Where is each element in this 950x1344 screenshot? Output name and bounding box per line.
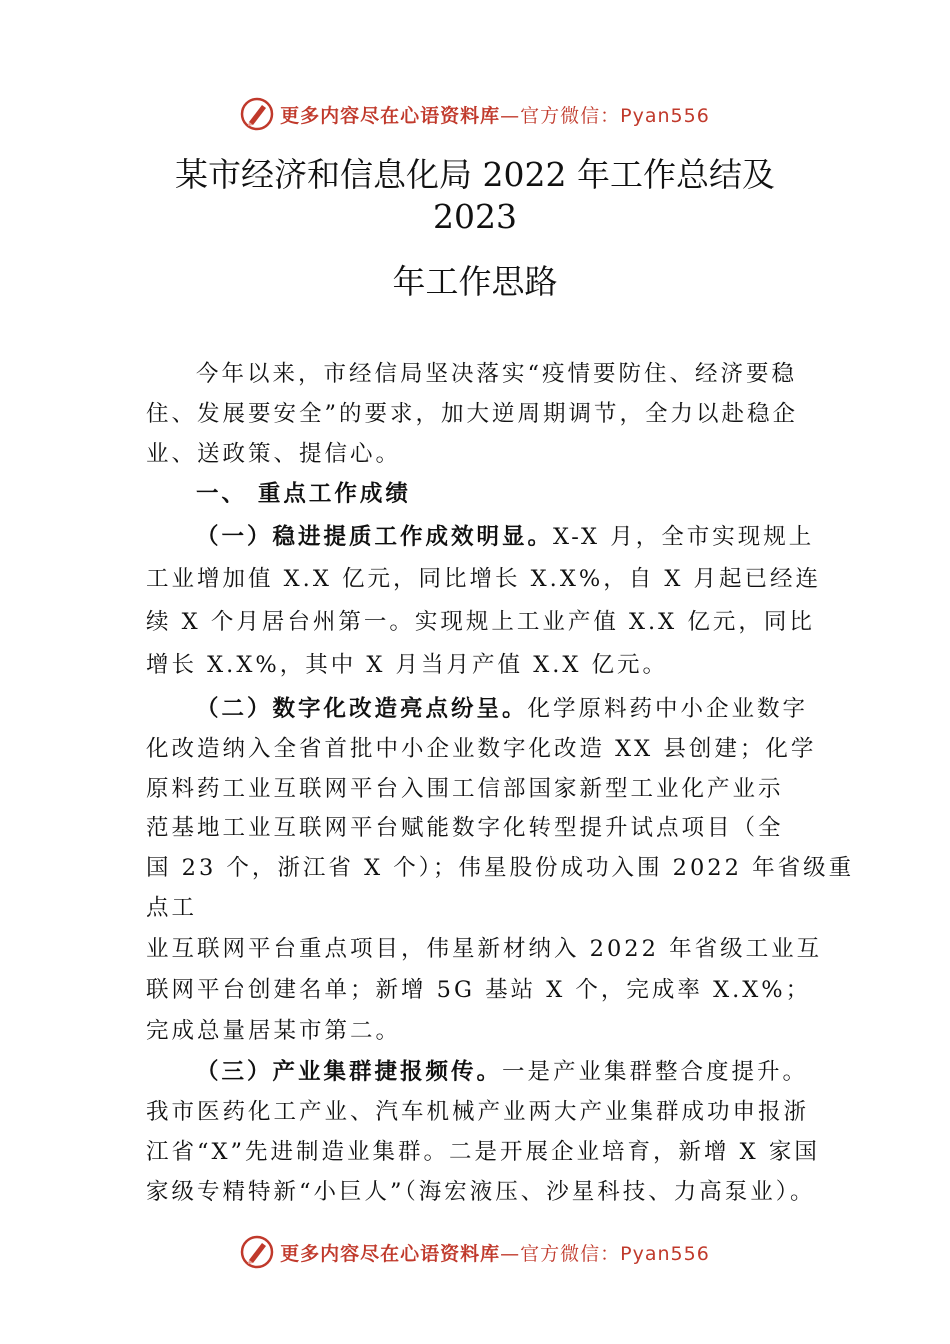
- page-title-line3: 年工作思路: [392, 262, 558, 301]
- item3-line-3: 江省“X”先进制造业集群。二是开展企业培育，新增 X 家国: [146, 1139, 820, 1165]
- item1-first-line-rest: X-X 月，全市实现规上: [553, 524, 815, 550]
- item3-line-4: 家级专精特新“小巨人”（海宏液压、沙星科技、力高泵业）。: [146, 1179, 816, 1205]
- item2-line-3: 原料药工业互联网平台入围工信部国家新型工业化产业示: [146, 776, 784, 802]
- item1-line-4: 增长 X.X%，其中 X 月当月产值 X.X 亿元。: [146, 652, 669, 678]
- item1-line-3: 续 X 个月居台州第一。实现规上工业产值 X.X 亿元，同比: [146, 609, 815, 635]
- intro-line-3: 业、送政策、提信心。: [146, 441, 402, 467]
- item2-line-5: 国 23 个，浙江省 X 个）；伟星股份成功入围 2022 年省级重: [146, 855, 855, 881]
- item3-first-line-rest: 一是产业集群整合度提升。: [502, 1059, 809, 1085]
- item1-line-2: 工业增加值 X.X 亿元，同比增长 X.X%，自 X 月起已经连: [146, 566, 822, 592]
- item2-first-line: [196, 691, 861, 723]
- watermark-site-text: 更多内容尽在心语资料库: [280, 1242, 501, 1265]
- pen-logo-icon: [240, 1235, 274, 1269]
- watermark-wechat-text: —官方微信：Pyan556: [500, 1242, 710, 1265]
- pen-logo-icon: [240, 97, 274, 131]
- item2-line-7: 业互联网平台重点项目，伟星新材纳入 2022 年省级工业互: [146, 936, 823, 962]
- section-heading: 一、 重点工作成绩: [196, 481, 411, 507]
- intro-line-1: 今年以来，市经信局坚决落实“疫情要防住、经济要稳: [196, 361, 798, 387]
- item3-first-line: [196, 1054, 861, 1086]
- item2-line-6: 点工: [146, 895, 198, 921]
- item1-heading: （一）稳进提质工作成效明显。: [196, 524, 554, 550]
- item2-line-8: 联网平台创建名单；新增 5G 基站 X 个，完成率 X.X%；: [146, 977, 812, 1003]
- item3-heading: （三）产业集群捷报频传。: [196, 1059, 503, 1085]
- item2-line-9: 完成总量居某市第二。: [146, 1018, 402, 1044]
- page-title-line1: 某市经济和信息化局 2022 年工作总结及: [175, 155, 775, 194]
- item1-first-line: [196, 519, 861, 551]
- page-title-line2: 2023: [433, 197, 517, 236]
- watermark-site-text: 更多内容尽在心语资料库: [280, 104, 501, 127]
- item2-line-2: 化改造纳入全省首批中小企业数字化改造 XX 县创建；化学: [146, 736, 817, 762]
- intro-line-2: 住、发展要安全”的要求，加大逆周期调节，全力以赴稳企: [146, 401, 799, 427]
- item2-line-4: 范基地工业互联网平台赋能数字化转型提升试点项目（全: [146, 815, 784, 841]
- watermark-wechat-text: —官方微信：Pyan556: [500, 104, 710, 127]
- item2-heading: （二）数字化改造亮点纷呈。: [196, 696, 528, 722]
- watermark-banner-top: [0, 94, 950, 134]
- watermark-banner-bottom: [0, 1232, 950, 1272]
- item2-first-line-rest: 化学原料药中小企业数字: [527, 696, 809, 722]
- item3-line-2: 我市医药化工产业、汽车机械产业两大产业集群成功申报浙: [146, 1099, 810, 1125]
